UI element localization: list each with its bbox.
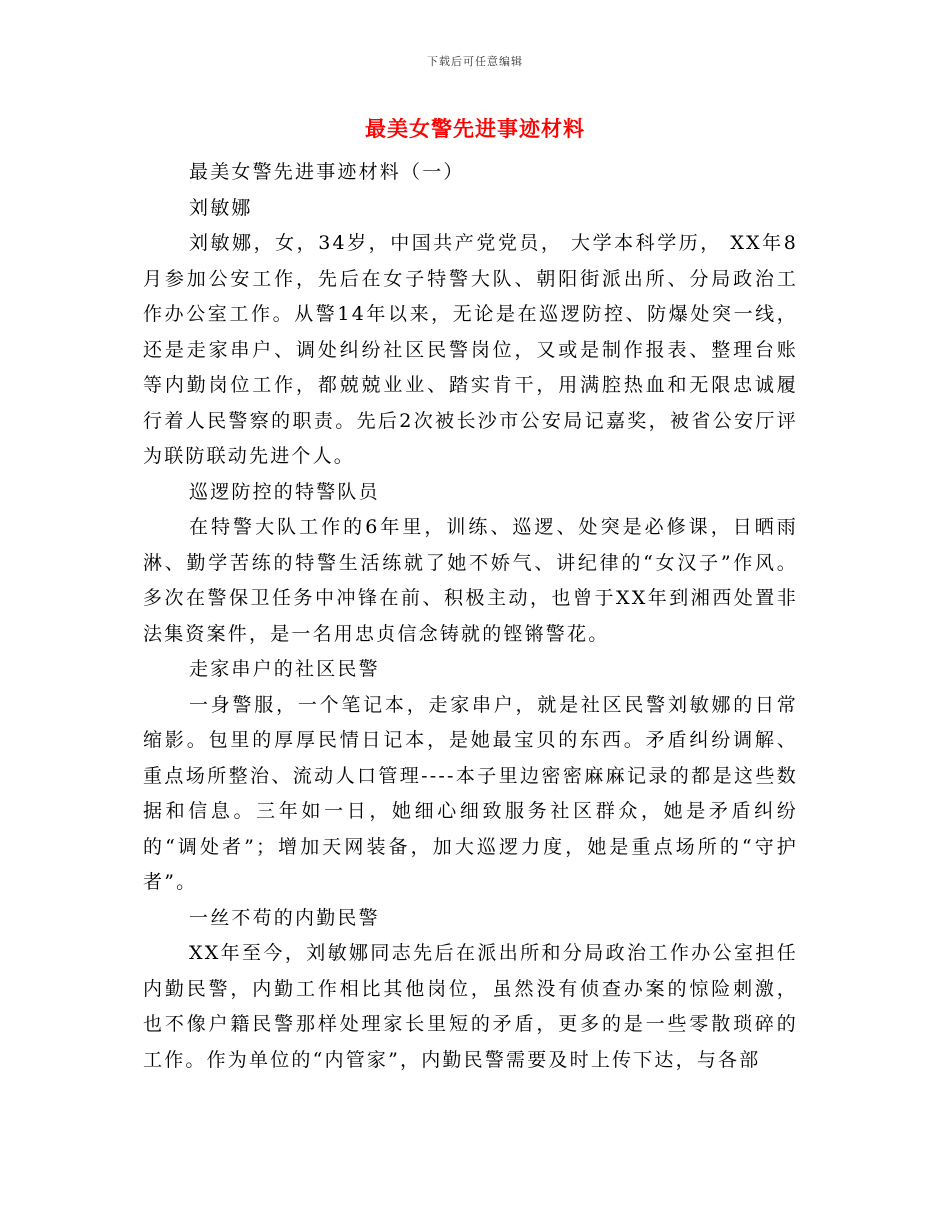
document-body <box>143 155 798 1078</box>
page-header: 下载后可任意编辑 <box>427 55 523 68</box>
paragraph-intro: 刘敏娜，女，34岁，中国共产党党员， 大学本科学历， XX年8月参加公安工作，先后在女子特警大队、朝阳街派出所、分局政治工作办公室工作。从警14年以来，无论是在巡逻防控、防爆处突一线，还是走家串户、调处纠纷社区民警岗位，又或是制作报表、整理台账等内勤岗位工作，都兢兢业业、踏实肯干，用满腔热血和无限忠诚履行着人民警察的职责。先后2次被长沙市公安局记嘉奖，被省公安厅评为联防联动先进个人。 <box>143 232 798 467</box>
section-heading-patrol: 巡逻防控的特警队员 <box>189 480 380 503</box>
section-heading-office: 一丝不苟的内勤民警 <box>189 906 380 929</box>
section-heading-community: 走家串户的社区民警 <box>189 658 380 680</box>
paragraph-community: 一身警服，一个笔记本，走家串户，就是社区民警刘敏娜的日常缩影。包里的厚厚民情日记本，是她最宝贝的东西。矛盾纠纷调解、重点场所整治、流动人口管理----本子里边密密麻麻记录的都是这些数据和信息。三年如一日，她细心细致服务社区群众，她是矛盾纠纷的“调处者”；增加天网装备，加大巡逻力度，她是重点场所的“守护者”。 <box>143 693 798 893</box>
document-title: 最美女警先进事迹材料 <box>365 116 585 141</box>
subtitle: 最美女警先进事迹材料（一） <box>189 161 465 183</box>
paragraph-office: XX年至今，刘敏娜同志先后在派出所和分局政治工作办公室担任内勤民警，内勤工作相比其他岗位，虽然没有侦查办案的惊险刺激，也不像户籍民警那样处理家长里短的矛盾，更多的是一些零散琐碎的工作。作为单位的“内管家”，内勤民警需要及时上传下达，与各部 <box>143 942 798 1071</box>
person-name: 刘敏娜 <box>189 196 253 219</box>
paragraph-patrol: 在特警大队工作的6年里，训练、巡逻、处突是必修课，日晒雨淋、勤学苦练的特警生活练就了她不娇气、讲纪律的“女汉子”作风。多次在警保卫任务中冲锋在前、积极主动，也曾于XX年到湘西处置非法集资案件，是一名用忠贞信念铸就的铿锵警花。 <box>143 516 798 645</box>
